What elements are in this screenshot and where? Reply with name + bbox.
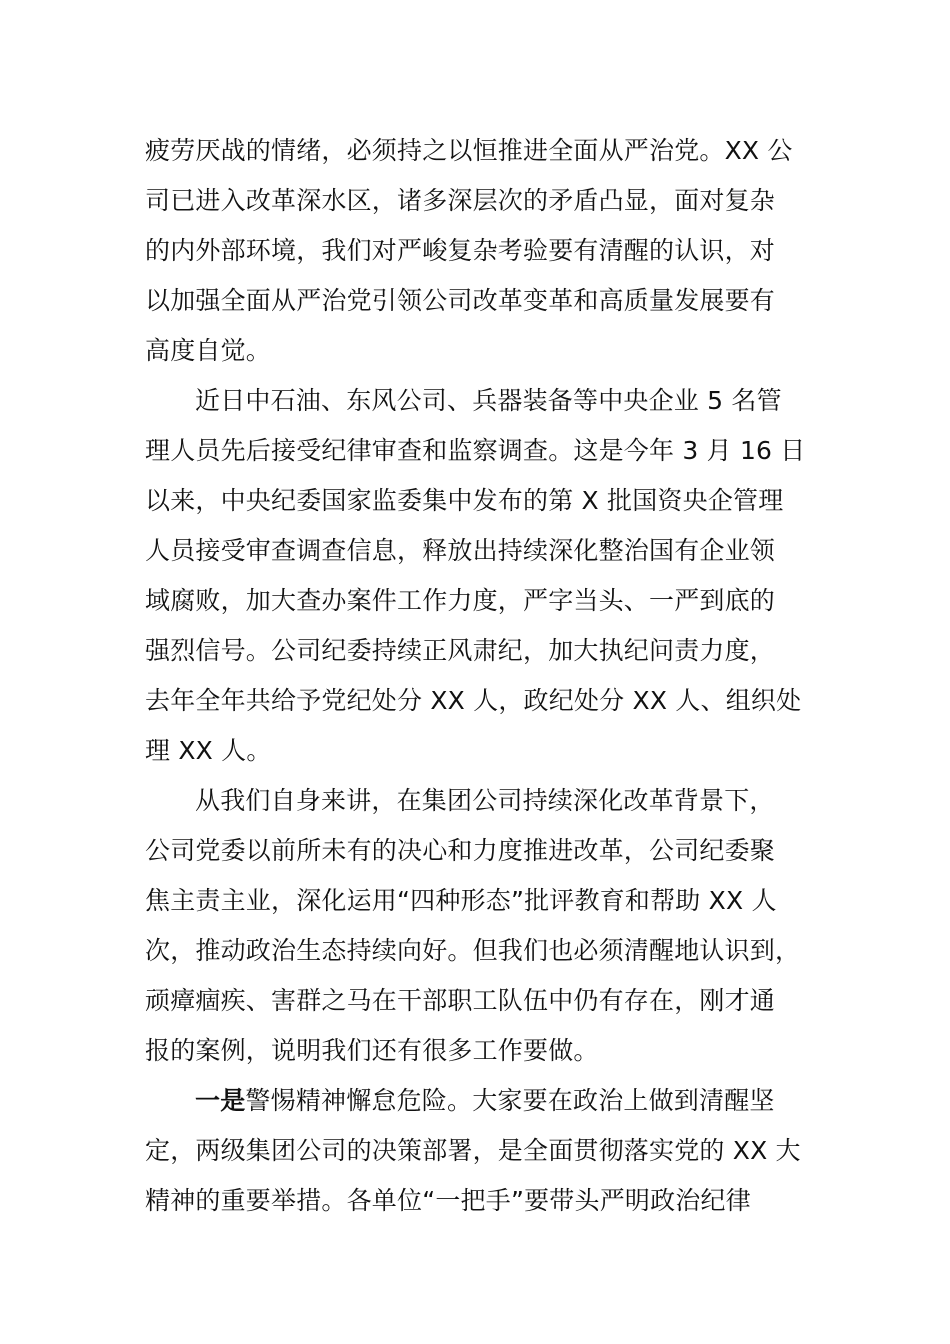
paragraph-3-line-1: 从我们自身来讲，在集团公司持续深化改革背景下，	[195, 786, 775, 815]
paragraph-1-line-3: 的内外部环境，我们对严峻复杂考验要有清醒的认识，对	[145, 236, 776, 265]
paragraph-4-line-2: 定，两级集团公司的决策部署，是全面贯彻落实党的 XX 大	[145, 1136, 801, 1165]
paragraph-2-line-3: 以来，中央纪委国家监委集中发布的第 X 批国资央企管理	[145, 486, 784, 515]
paragraph-4-line-3: 精神的重要举措。各单位“一把手”要带头严明政治纪律	[145, 1186, 751, 1215]
paragraph-2-line-6: 强烈信号。公司纪委持续正风肃纪，加大执纪问责力度，	[145, 636, 776, 665]
paragraph-3-line-6: 报的案例，说明我们还有很多工作要做。	[145, 1036, 599, 1065]
paragraph-4-lead: 一是	[195, 1086, 246, 1115]
paragraph-1-line-1: 疲劳厌战的情绪，必须持之以恒推进全面从严治党。XX 公	[145, 136, 793, 165]
paragraph-3-line-4: 次，推动政治生态持续向好。但我们也必须清醒地认识到，	[145, 936, 801, 965]
paragraph-4-line-1-text: 警惕精神懈怠危险。大家要在政治上做到清醒坚	[245, 1086, 775, 1115]
paragraph-2-line-8: 理 XX 人。	[145, 736, 272, 765]
paragraph-2-line-4: 人员接受审查调查信息，释放出持续深化整治国有企业领	[145, 536, 776, 565]
paragraph-2-line-7: 去年全年共给予党纪处分 XX 人，政纪处分 XX 人、组织处	[145, 686, 802, 715]
paragraph-2-line-5: 域腐败，加大查办案件工作力度，严字当头、一严到底的	[145, 586, 776, 615]
paragraph-1-line-2: 司已进入改革深水区，诸多深层次的矛盾凸显，面对复杂	[145, 186, 776, 215]
paragraph-3-line-2: 公司党委以前所未有的决心和力度推进改革，公司纪委聚	[145, 836, 776, 865]
paragraph-1-line-5: 高度自觉。	[145, 336, 272, 365]
paragraph-3-line-3: 焦主责主业，深化运用“四种形态”批评教育和帮助 XX 人	[145, 886, 777, 915]
paragraph-2-line-2: 理人员先后接受纪律审查和监察调查。这是今年 3 月 16 日	[145, 436, 806, 465]
paragraph-2-line-1: 近日中石油、东风公司、兵器装备等中央企业 5 名管	[195, 386, 782, 415]
paragraph-4-line-1	[195, 1076, 775, 1126]
paragraph-1-line-4: 以加强全面从严治党引领公司改革变革和高质量发展要有	[145, 286, 776, 315]
paragraph-3-line-5: 顽瘴痼疾、害群之马在干部职工队伍中仍有存在，刚才通	[145, 986, 776, 1015]
